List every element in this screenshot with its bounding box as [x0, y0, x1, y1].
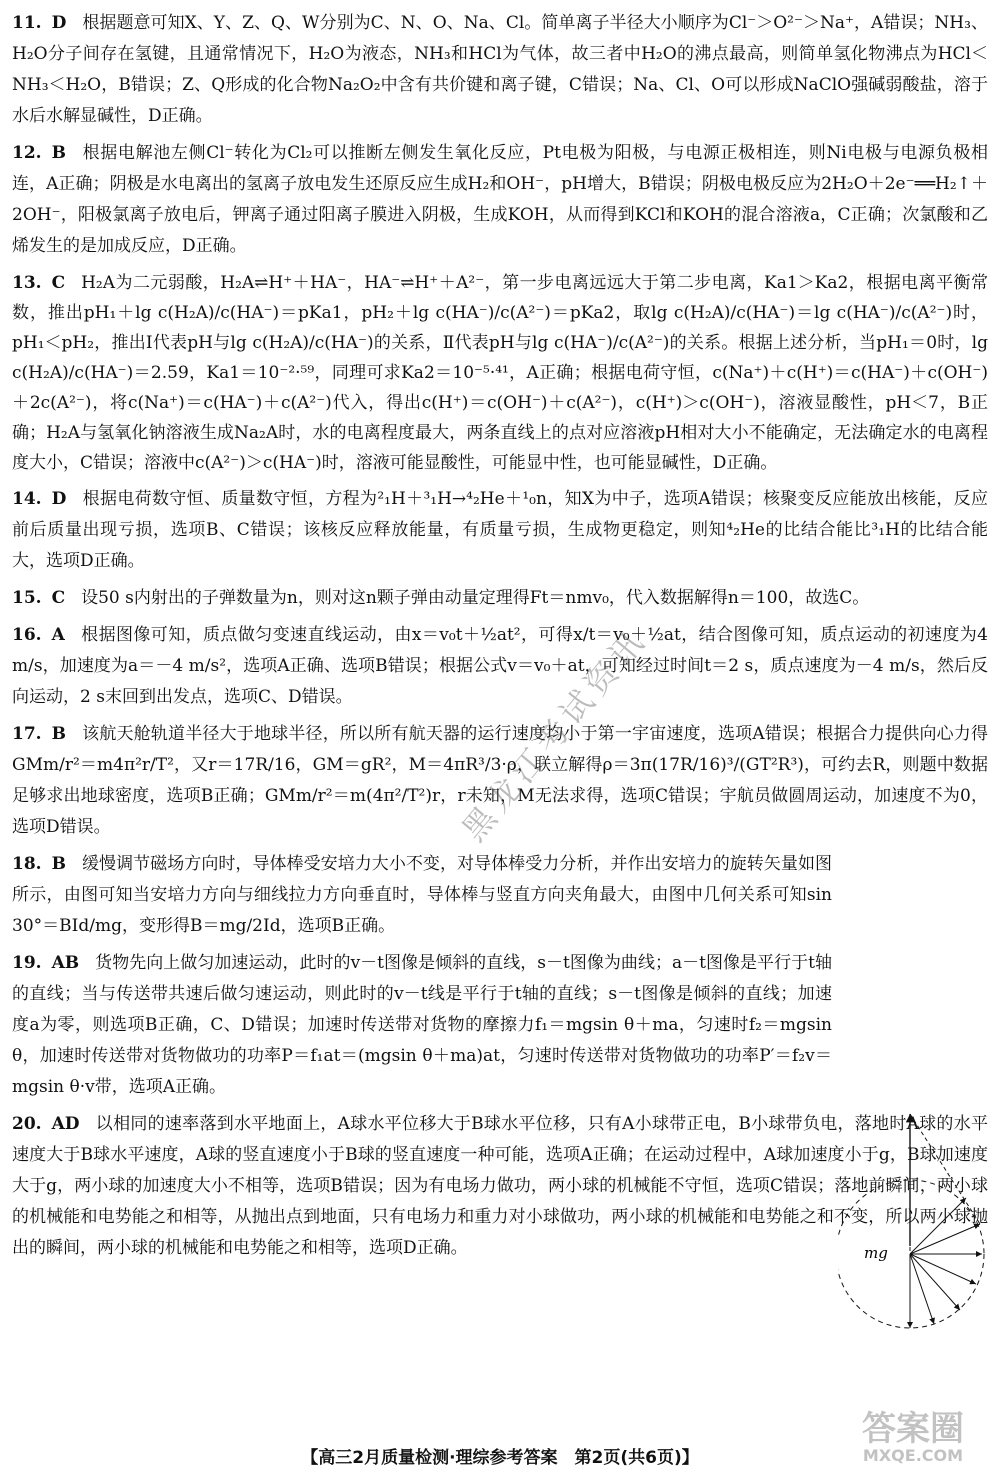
ampere-vector: [910, 1254, 960, 1310]
question-number: 20.: [12, 1114, 42, 1134]
ampere-vector: [910, 1254, 934, 1324]
answer-choice: D: [51, 489, 67, 509]
force-vector-diagram: [838, 1106, 998, 1382]
answer-page: [12, 8, 988, 1270]
explanation-text: 设50 s内射出的子弹数量为n，则对这n颗子弹由动量定理得Ft＝nmv₀，代入数据解得n＝100，故选C。: [81, 588, 870, 608]
question-number: 11.: [12, 13, 42, 33]
answer-choice: B: [51, 724, 66, 744]
answer-choice: A: [51, 625, 65, 645]
answer-choice: AB: [51, 953, 80, 973]
explanation-text: 以相同的速率落到水平地面上，A球水平位移大于B球水平位移，只有A小球带正电，B小球带负电，落地时A球的水平速度大于B球水平速度，A球的竖直速度小于B球的竖直速度一种可能，选项A正确；在运动过程中，A球加速度小于g，B球加速度大于g，两小球的加速度大小不相等，选项B错误；因为有电场力做功，两小球的机械能不守恒，选项C错误；落地前瞬间，两小球的机械能和电势能之和相等，从抛出点到地面，只有电场力和重力对小球做功，两小球的机械能和电势能之和不变，所以两小球抛出的瞬间，两小球的机械能和电势能之和相等，选项D正确。: [12, 1114, 988, 1258]
answer-item-13: [12, 268, 988, 478]
explanation-text: H₂A为二元弱酸，H₂A⇌H⁺＋HA⁻，HA⁻⇌H⁺＋A²⁻，第一步电离远远大于第二步电离，Ka1＞Ka2，根据电离平衡常数，推出pH₁＋lg c(H₂A)/c(HA⁻)＝pKa1，pH₂＋lg c(HA⁻)/c(A²⁻)＝pKa2，取lg c(H₂A)/c(HA⁻)＝lg c(HA⁻)/c(A²⁻)时，pH₁＜pH₂，推出Ⅰ代表pH与lg c(H₂A)/c(HA⁻)的关系，Ⅱ代表pH与lg c(HA⁻)/c(A²⁻)的关系。根据上述分析，当pH₁＝0时，lg c(H₂A)/c(HA⁻)＝2.59，Ka1＝10⁻²·⁵⁹，同理可求Ka2＝10⁻⁵·⁴¹，A正确；根据电荷守恒，c(Na⁺)＋c(H⁺)＝c(HA⁻)＋c(OH⁻)＋2c(A²⁻)，将c(Na⁺)＝c(HA⁻)＋c(A²⁻)代入，得出c(H⁺)＝c(OH⁻)＋c(A²⁻)，c(H⁺)＞c(OH⁻)，溶液显酸性，pH＜7，B正确；H₂A与氢氧化钠溶液生成Na₂A时，水的电离程度最大，两条直线上的点对应溶液pH相对大小不能确定，无法确定水的电离程度大小，C错误；溶液中c(A²⁻)＞c(HA⁻)时，溶液可能显酸性，可能显中性，也可能显碱性，D正确。: [12, 273, 988, 473]
answer-item-11: [12, 8, 988, 132]
ampere-vector: [910, 1254, 976, 1284]
answer-item-12: [12, 138, 988, 262]
answer-item-18: [12, 849, 832, 942]
watermark: 黑龙江考试资讯: [454, 620, 655, 849]
answer-choice: D: [51, 13, 67, 33]
answer-choice: C: [51, 588, 66, 608]
question-number: 16.: [12, 625, 42, 645]
explanation-text: 该航天舱轨道半径大于地球半径，所以所有航天器的运行速度均小于第一宇宙速度，选项A错误；根据合力提供向心力得GMm/r²＝m4π²r/T²，又r＝17R/16，GM＝gR²，M＝4πR³/3·ρ，联立解得ρ＝3π(17R/16)³/(GT²R³)，可约去R，则题中数据足够求出地球密度，选项B正确；GMm/r²＝m(4π²/T²)r，r未知，M无法求得，选项C错误；宇航员做圆周运动，加速度不为0，选项D错误。: [12, 724, 988, 837]
answer-item-15: [12, 583, 988, 614]
explanation-text: 货物先向上做匀加速运动，此时的v－t图像是倾斜的直线，s－t图像为曲线；a－t图像是平行于t轴的直线；当与传送带共速后做匀速运动，则此时的v－t线是平行于t轴的直线；s－t图像是倾斜的直线；加速度a为零，则选项B正确，C、D错误；加速时传送带对货物的摩擦力f₁＝mgsin θ＋ma，匀速时f₂＝mgsin θ，加速时传送带对货物做功的功率P＝f₁at＝(mgsin θ＋ma)at，匀速时传送带对货物做功的功率P′＝f₂v＝mgsin θ·v带，选项A正确。: [12, 953, 832, 1097]
answer-item-14: [12, 484, 988, 577]
answer-item-16: [12, 620, 988, 713]
answer-choice: B: [51, 854, 66, 874]
explanation-text: 根据题意可知X、Y、Z、Q、W分别为C、N、O、Na、Cl。简单离子半径大小顺序为Cl⁻＞O²⁻＞Na⁺，A错误；NH₃、H₂O分子间存在氢键，且通常情况下，H₂O为液态，NH₃和HCl为气体，故三者中H₂O的沸点最高，则简单氢化物沸点为HCl＜NH₃＜H₂O，B错误；Z、Q形成的化合物Na₂O₂中含有共价键和离子键，C错误；Na、Cl、O可以形成NaClO强碱弱酸盐，溶于水后水解显碱性，D正确。: [12, 13, 988, 126]
question-number: 14.: [12, 489, 42, 509]
page-footer: 【高三2月质量检测·理综参考答案 第2页(共6页)】: [301, 1448, 699, 1468]
answer-choice: C: [51, 273, 66, 293]
logo-url: MXQE.COM: [862, 1446, 964, 1465]
question-number: 18.: [12, 854, 42, 874]
ampere-vector: [910, 1224, 980, 1254]
answer-choice: AD: [51, 1114, 80, 1134]
answer-item-19: [12, 948, 832, 1103]
question-number: 19.: [12, 953, 42, 973]
answer-choice: B: [51, 143, 66, 163]
question-number: 12.: [12, 143, 42, 163]
explanation-text: 缓慢调节磁场方向时，导体棒受安培力大小不变，对导体棒受力分析，并作出安培力的旋转矢量如图所示，由图可知当安培力方向与细线拉力方向垂直时，导体棒与竖直方向夹角最大，由图中几何关系可知sin 30°＝BId/mg，变形得B＝mg/2Id，选项B正确。: [12, 854, 832, 936]
ampere-vector: [910, 1198, 966, 1254]
mg-label: mg: [864, 1244, 888, 1262]
explanation-text: 根据电解池左侧Cl⁻转化为Cl₂可以推断左侧发生氧化反应，Pt电极为阳极，与电源正极相连，则Ni电极与电源负极相连，A正确；阴极是水电离出的氢离子放电发生还原反应生成H₂和OH⁻，pH增大，B错误；阴极电极反应为2H₂O＋2e⁻══H₂↑＋2OH⁻，阳极氯离子放电后，钾离子通过阳离子膜进入阴极，生成KOH，从而得到KCl和KOH的混合溶液a，C正确；次氯酸和乙烯发生的是加成反应，D正确。: [12, 143, 988, 256]
question-number: 15.: [12, 588, 42, 608]
explanation-text: 根据电荷数守恒、质量数守恒，方程为²₁H＋³₁H→⁴₂He＋¹₀n，知X为中子，选项A错误；核聚变反应能放出核能，反应前后质量出现亏损，选项B、C错误；该核反应释放能量，有质量亏损，生成物更稳定，则知⁴₂He的比结合能比³₁H的比结合能大，选项D正确。: [12, 489, 988, 571]
force-vector-svg: [838, 1106, 998, 1382]
tangent-dashed-line: [910, 1114, 980, 1224]
question-number: 13.: [12, 273, 42, 293]
logo-text: 答案圈: [862, 1409, 964, 1449]
question-number: 17.: [12, 724, 42, 744]
explanation-text: 根据图像可知，质点做匀变速直线运动，由x＝v₀t＋½at²，可得x/t＝v₀＋½at，结合图像可知，质点运动的初速度为4 m/s，加速度为a＝－4 m/s²，选项A正确、选项B错误；根据公式v＝v₀＋at，可知经过时间t＝2 s，质点速度为－4 m/s，然后反向运动，2 s末回到出发点，选项C、D错误。: [12, 625, 988, 707]
